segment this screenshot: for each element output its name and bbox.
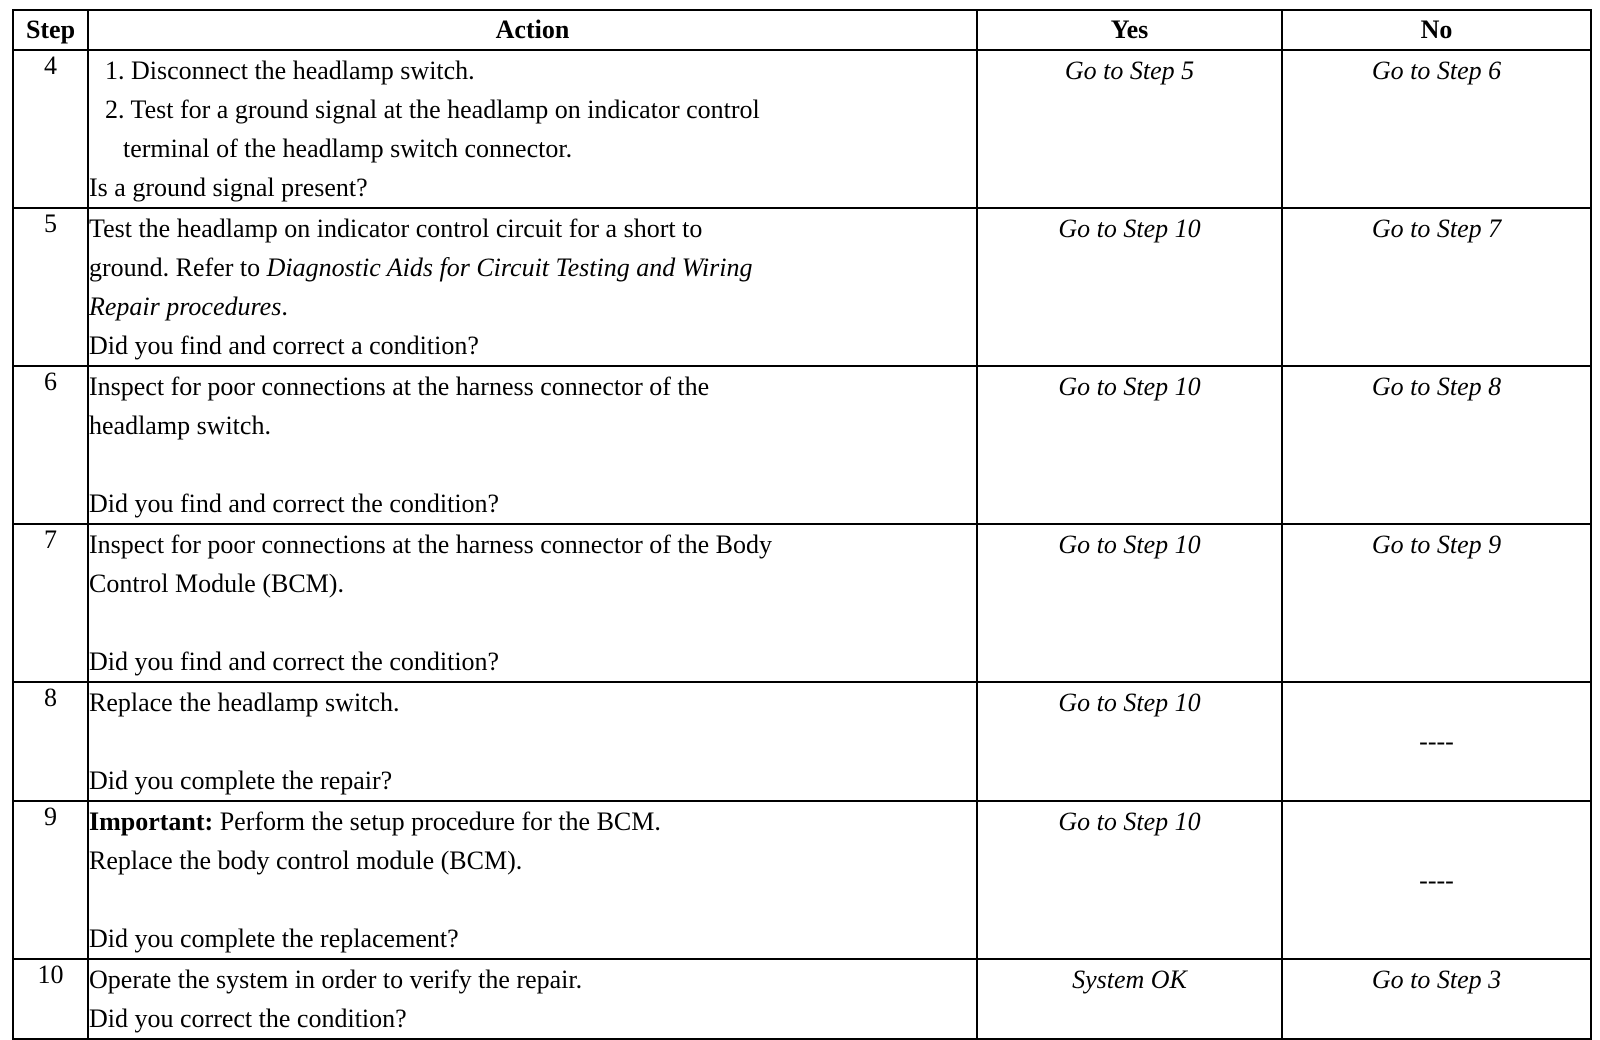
action-cell [88,682,977,801]
yes-result: Go to Step 10 [977,366,1282,524]
no-result: Go to Step 8 [1282,366,1591,524]
yes-result: System OK [977,959,1282,1039]
action-line: Replace the body control module (BCM). [89,846,523,875]
action-cell [88,524,977,682]
step-number: 10 [13,959,88,1039]
yes-result: Go to Step 5 [977,50,1282,208]
action-text: ground. Refer to [89,253,267,282]
action-text: Perform the setup procedure for the BCM. [213,807,661,836]
yes-result: Go to Step 10 [977,524,1282,682]
action-question: Did you find and correct the condition? [89,489,500,518]
action-line: Inspect for poor connections at the harness connector of the [89,372,710,401]
table-row [13,801,1591,959]
spacer [89,722,976,761]
header-row [13,10,1591,50]
action-question: Did you find and correct a condition? [89,331,479,360]
step-number: 6 [13,366,88,524]
step-number: 5 [13,208,88,366]
action-line [89,802,976,841]
important-label: Important: [89,807,214,836]
spacer [89,445,976,484]
reference-link-text: Diagnostic Aids for Circuit Testing and Wiring [266,253,753,282]
header-step: Step [13,10,88,50]
header-no: No [1282,10,1591,50]
step-number: 8 [13,682,88,801]
action-cell [88,50,977,208]
yes-result: Go to Step 10 [977,682,1282,801]
action-line: Control Module (BCM). [89,569,344,598]
step-number: 4 [13,50,88,208]
yes-result: Go to Step 10 [977,801,1282,959]
diagnostic-table [12,9,1592,1040]
action-question: Did you find and correct the condition? [89,647,500,676]
table-row [13,524,1591,682]
table-row [13,959,1591,1039]
action-question: Did you complete the repair? [89,766,393,795]
no-result: ---- [1282,801,1591,959]
action-cell [88,366,977,524]
no-result: Go to Step 6 [1282,50,1591,208]
step-number: 7 [13,524,88,682]
no-result: ---- [1282,682,1591,801]
table-row [13,208,1591,366]
header-action: Action [88,10,977,50]
spacer [89,880,976,919]
table-row [13,682,1591,801]
action-line [89,248,976,287]
table-row [13,50,1591,208]
action-question: Did you correct the condition? [89,1004,407,1033]
no-result: Go to Step 3 [1282,959,1591,1039]
reference-link-text: Repair procedures [89,292,282,321]
action-line [89,287,976,326]
action-cell [88,801,977,959]
header-yes: Yes [977,10,1282,50]
action-line: 2. Test for a ground signal at the headlamp on indicator control [105,95,760,124]
spacer [89,603,976,642]
action-line: terminal of the headlamp switch connector. [123,134,573,163]
action-question: Is a ground signal present? [89,173,368,202]
action-line: headlamp switch. [89,411,271,440]
yes-result: Go to Step 10 [977,208,1282,366]
no-result: Go to Step 7 [1282,208,1591,366]
action-question: Did you complete the replacement? [89,924,459,953]
action-line: 1. Disconnect the headlamp switch. [105,56,475,85]
action-line: Inspect for poor connections at the harness connector of the Body [89,530,773,559]
action-line: Test the headlamp on indicator control circuit for a short to [89,214,703,243]
action-cell [88,959,977,1039]
action-line: Replace the headlamp switch. [89,688,400,717]
action-cell [88,208,977,366]
action-text: . [281,292,288,321]
action-line: Operate the system in order to verify the repair. [89,965,583,994]
step-number: 9 [13,801,88,959]
no-result: Go to Step 9 [1282,524,1591,682]
table-row [13,366,1591,524]
